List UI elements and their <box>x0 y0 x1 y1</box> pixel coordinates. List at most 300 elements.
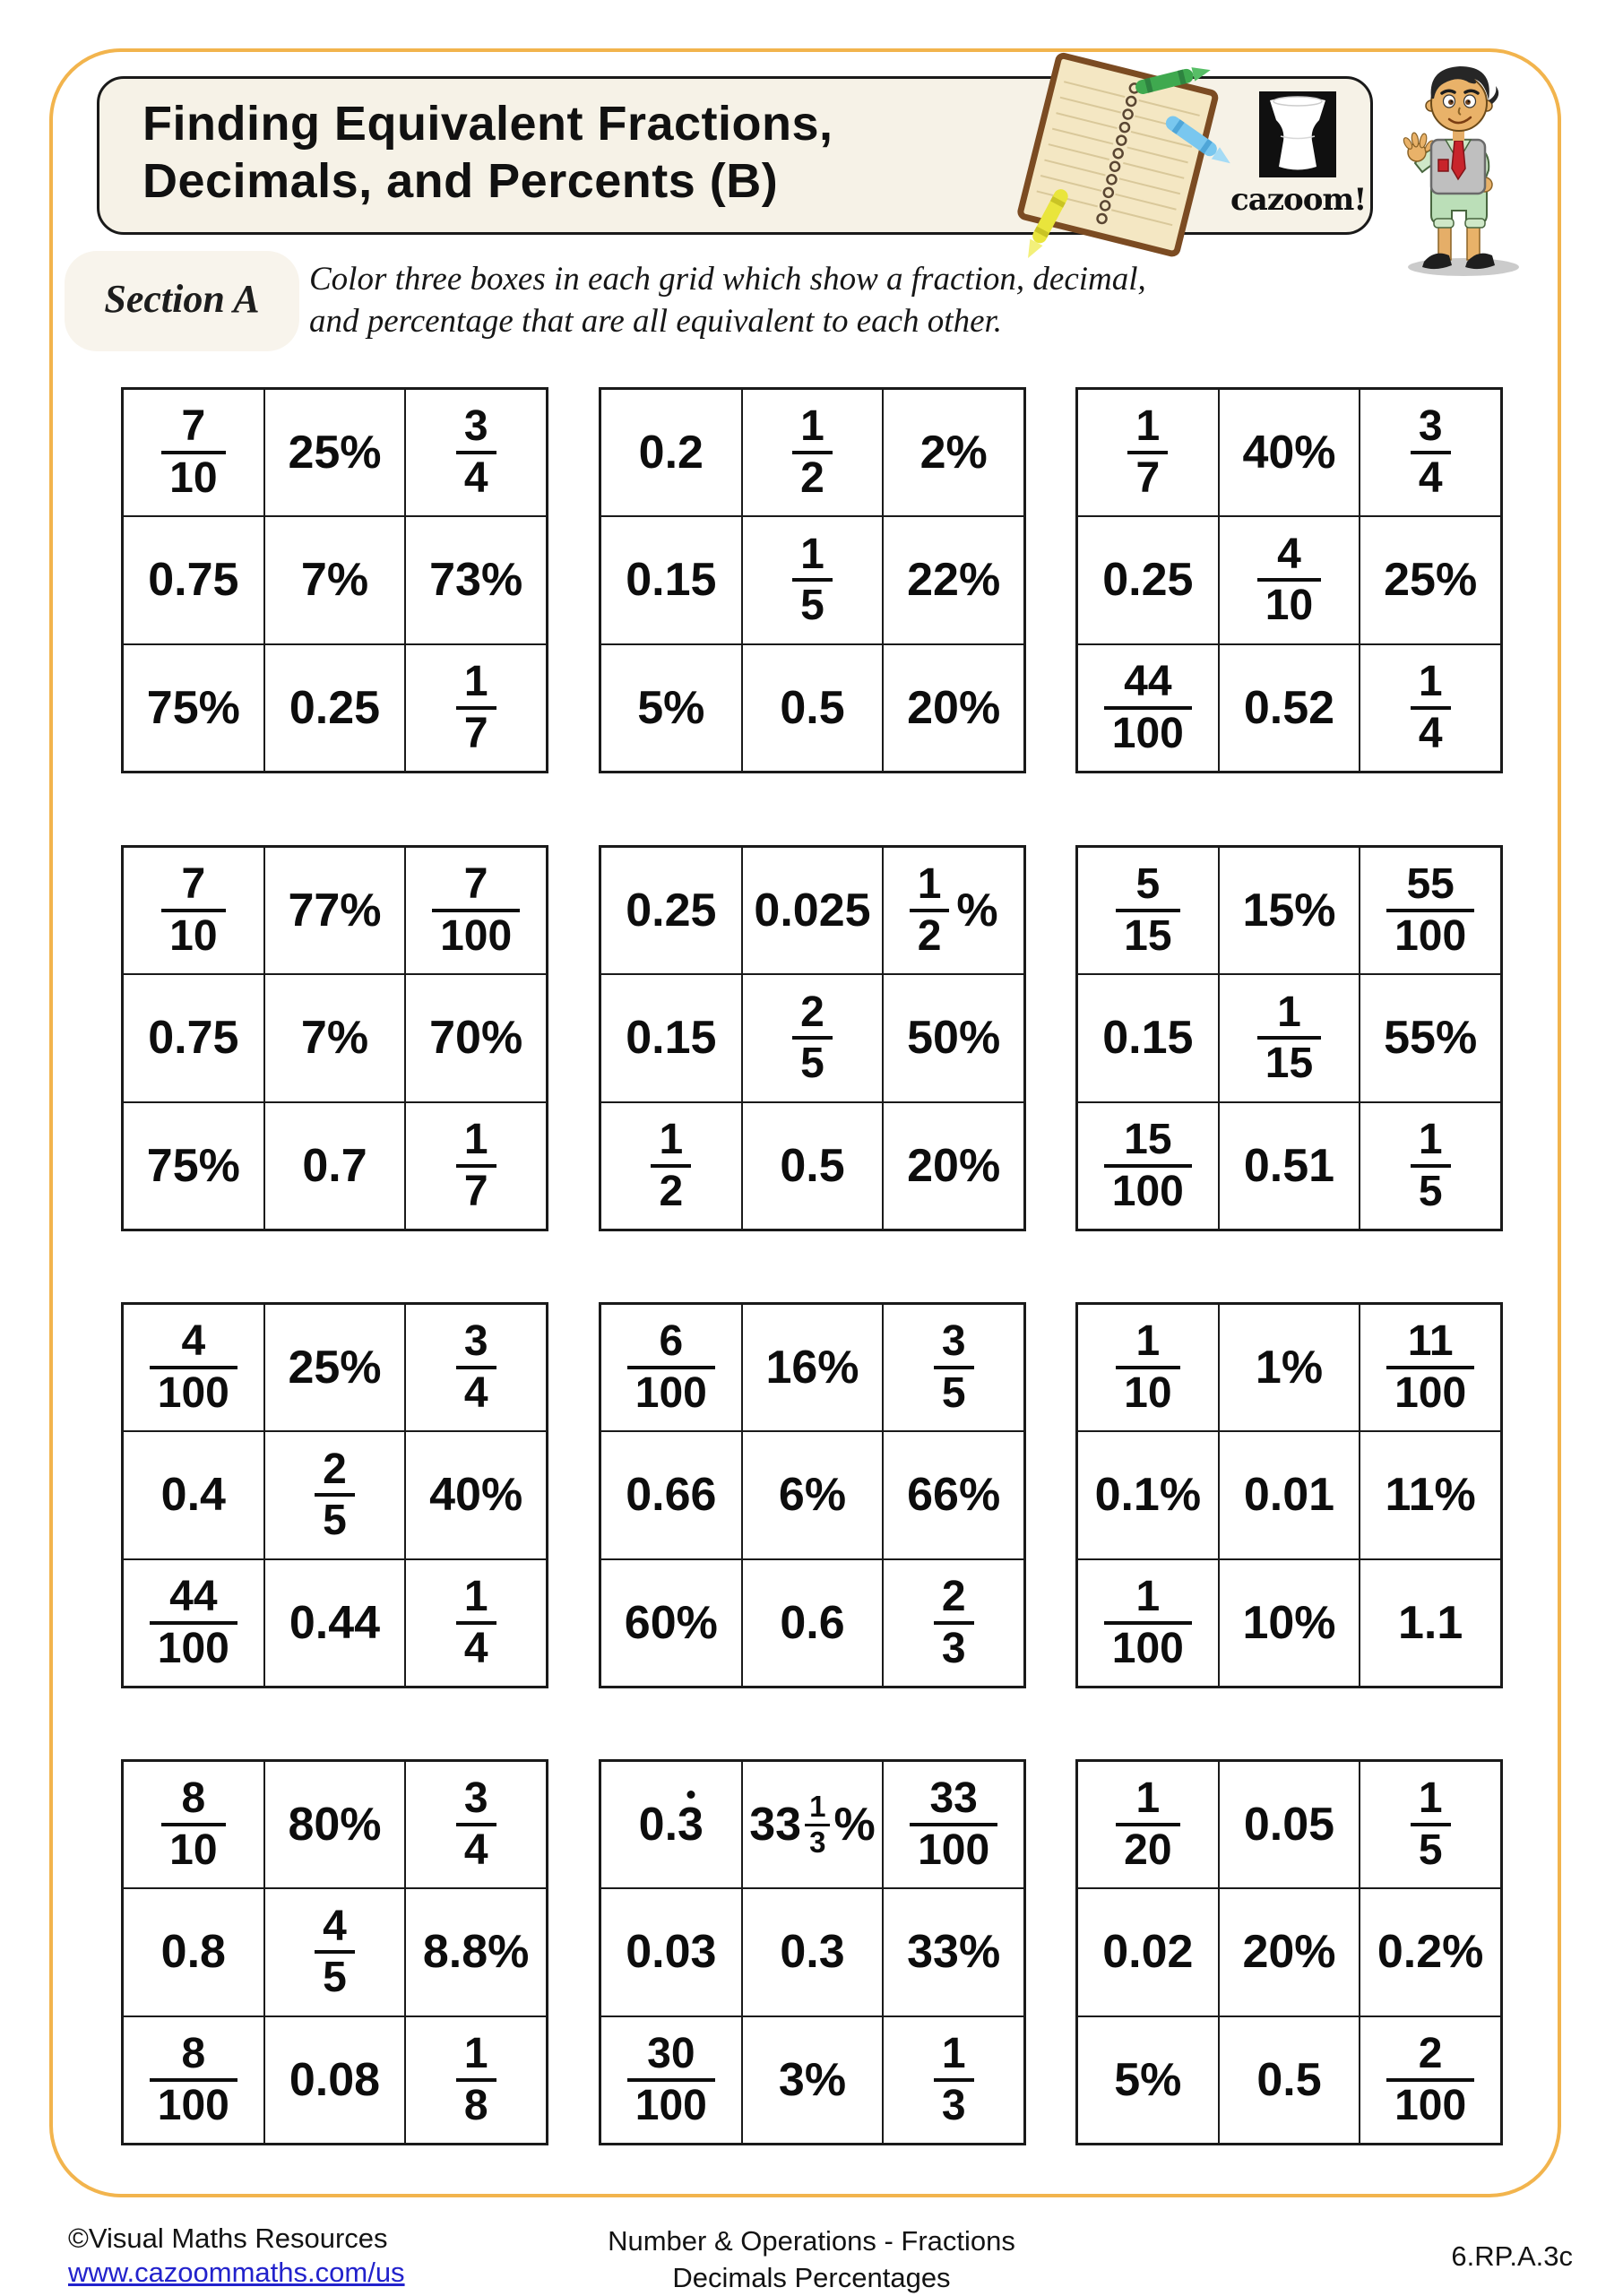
fraction <box>1104 658 1192 758</box>
cell-value: 40% <box>1242 427 1336 479</box>
cazoom-drum-icon <box>1259 91 1336 177</box>
cell-value: 0.025 <box>754 885 871 937</box>
fraction <box>1257 988 1321 1089</box>
fraction-denominator: 5 <box>315 1950 355 2002</box>
cell-value: 0.4 <box>160 1469 226 1522</box>
grid-cell[interactable] <box>742 644 884 772</box>
fraction <box>910 1774 997 1875</box>
cell-value: 0.75 <box>148 1012 239 1065</box>
fraction-numerator: 15 <box>1124 1116 1172 1164</box>
fraction-denominator: 4 <box>456 1366 496 1418</box>
fraction-denominator: 4 <box>456 1823 496 1875</box>
fraction-denominator: 5 <box>792 1036 833 1088</box>
grid-cell[interactable] <box>600 1761 742 1888</box>
fraction <box>1104 1116 1192 1216</box>
cell-value: 66% <box>907 1469 1001 1522</box>
fraction-numerator: 1 <box>1135 1774 1161 1823</box>
fraction <box>1116 1317 1179 1418</box>
cell-value: 20% <box>907 1139 1001 1192</box>
equivalence-grid-4 <box>121 845 548 1231</box>
grid-cell[interactable] <box>600 516 742 643</box>
grid-cell[interactable] <box>123 847 264 974</box>
worksheet-title-line2: Decimals, and Percents (B) <box>142 154 779 208</box>
fraction-numerator: 2 <box>800 988 824 1036</box>
cell-value: 0.8 <box>160 1926 226 1979</box>
fraction <box>456 1573 496 1673</box>
grid-cell[interactable] <box>123 1304 264 1431</box>
fraction-denominator: 5 <box>792 578 833 630</box>
fraction-numerator: 1 <box>1418 658 1443 706</box>
grid-cell[interactable] <box>1077 644 1219 772</box>
fraction-numerator: 1 <box>463 2030 488 2078</box>
fraction-denominator: 10 <box>161 451 225 503</box>
fraction-numerator: 3 <box>463 1774 488 1823</box>
fraction-denominator: 100 <box>432 909 520 961</box>
fraction <box>805 1791 830 1859</box>
fraction <box>456 658 496 758</box>
grid-cell[interactable] <box>1077 974 1219 1101</box>
fraction <box>150 2030 237 2130</box>
fraction-numerator: 1 <box>1418 1116 1443 1164</box>
fraction <box>456 1116 496 1216</box>
fraction-numerator: 1 <box>941 2030 966 2078</box>
grid-cell[interactable] <box>600 1888 742 2015</box>
equivalence-grid-7 <box>121 1302 548 1688</box>
fraction-denominator: 100 <box>1386 909 1474 961</box>
grid-cell[interactable] <box>264 1431 406 1558</box>
cell-value: 77% <box>288 885 382 937</box>
recurring-digit: 3 <box>678 1799 704 1851</box>
cell-value: 0.05 <box>1243 1799 1335 1851</box>
cell-value: 0.25 <box>289 681 381 734</box>
grid-cell[interactable] <box>742 1102 884 1230</box>
grid-cell[interactable] <box>405 1304 547 1431</box>
instruction-line1: Color three boxes in each grid which show a fraction, decimal, <box>309 261 1146 298</box>
fraction-denominator: 100 <box>150 2078 237 2130</box>
cell-value: 50% <box>907 1012 1001 1065</box>
grid-cell[interactable] <box>405 1559 547 1687</box>
fraction-denominator: 8 <box>456 2078 496 2130</box>
fraction-denominator: 15 <box>1257 1036 1321 1088</box>
cell-value: 20% <box>1242 1926 1336 1979</box>
grid-cell[interactable] <box>883 1559 1024 1687</box>
cell-value: 0.2 <box>638 427 704 479</box>
fraction-denominator: 10 <box>1257 578 1321 630</box>
cell-value: 25% <box>288 427 382 479</box>
fraction <box>627 2030 715 2130</box>
cell-value: 75% <box>146 1139 240 1192</box>
grid-cell[interactable] <box>264 974 406 1101</box>
grid-cell[interactable] <box>1077 1431 1219 1558</box>
cazoom-logo-text: cazoom! <box>1230 182 1367 218</box>
grid-cell[interactable] <box>1077 1102 1219 1230</box>
grid-cell[interactable] <box>883 1102 1024 1230</box>
grid-cell[interactable] <box>1219 974 1360 1101</box>
fraction-numerator: 1 <box>1135 1317 1161 1366</box>
boy-mascot-illustration <box>1385 54 1532 282</box>
cell-value: 0.25 <box>1102 554 1194 607</box>
grid-cell[interactable] <box>1077 1304 1219 1431</box>
grid-cell[interactable] <box>1360 516 1501 643</box>
cell-value: 0.25 <box>626 885 717 937</box>
fraction-denominator: 100 <box>1386 1366 1474 1418</box>
grid-cell[interactable] <box>883 389 1024 516</box>
fraction <box>456 402 496 503</box>
grid-cell[interactable] <box>1219 644 1360 772</box>
fraction-denominator: 100 <box>910 1823 997 1875</box>
grid-cell[interactable] <box>1077 1888 1219 2015</box>
fraction <box>1116 1774 1179 1875</box>
grid-cell[interactable] <box>742 1431 884 1558</box>
cell-value: 33% <box>907 1926 1001 1979</box>
grid-cell[interactable] <box>1077 1761 1219 1888</box>
grid-cell[interactable] <box>405 644 547 772</box>
fraction <box>1104 1573 1192 1673</box>
fraction <box>315 1446 355 1546</box>
equivalence-grid-2 <box>599 387 1026 773</box>
grid-cell[interactable] <box>1077 847 1219 974</box>
fraction-numerator: 11 <box>1407 1317 1454 1366</box>
cell-value: 11% <box>1385 1469 1476 1522</box>
grid-cell[interactable] <box>600 1102 742 1230</box>
fraction-numerator: 4 <box>323 1902 347 1950</box>
fraction <box>456 1774 496 1875</box>
copyright-text: ©Visual Maths Resources <box>68 2223 388 2254</box>
grid-cell[interactable] <box>123 1761 264 1888</box>
grid-cell[interactable] <box>264 1102 406 1230</box>
grid-cell[interactable] <box>1219 516 1360 643</box>
footer-topic-line1: Number & Operations - Fractions <box>608 2225 1015 2257</box>
fraction-denominator: 4 <box>1411 706 1451 758</box>
cell-value: 0.02 <box>1102 1926 1194 1979</box>
grid-cell[interactable] <box>264 1304 406 1431</box>
cell-value: 0.3 <box>780 1926 845 1979</box>
grid-cell[interactable] <box>883 516 1024 643</box>
fraction <box>150 1317 237 1418</box>
cell-value: 80% <box>288 1799 382 1851</box>
fraction-denominator: 5 <box>1411 1164 1451 1216</box>
grid-cell[interactable] <box>742 1304 884 1431</box>
instruction-line2: and percentage that are all equivalent to each other. <box>309 303 1003 340</box>
fraction <box>1257 531 1321 631</box>
grid-cell[interactable] <box>1360 847 1501 974</box>
cell-value: 60% <box>624 1596 718 1649</box>
grid-cell[interactable] <box>1360 1761 1501 1888</box>
cell-value: 6% <box>778 1469 847 1522</box>
fraction-denominator: 7 <box>456 1164 496 1216</box>
fraction <box>432 860 520 961</box>
grid-cell[interactable] <box>123 389 264 516</box>
grid-cell[interactable] <box>1077 516 1219 643</box>
grid-cell[interactable] <box>1219 1888 1360 2015</box>
grid-cell[interactable] <box>1219 1431 1360 1558</box>
grid-cell[interactable] <box>1360 1431 1501 1558</box>
fraction-denominator: 10 <box>1116 1366 1179 1418</box>
grid-cell[interactable] <box>1360 389 1501 516</box>
fraction-numerator: 8 <box>181 1774 206 1823</box>
grid-cell[interactable] <box>123 1431 264 1558</box>
fraction <box>1386 2030 1474 2130</box>
fraction <box>456 2030 496 2130</box>
grid-cell[interactable] <box>1077 2016 1219 2144</box>
grid-cell[interactable] <box>1360 1304 1501 1431</box>
grid-cell[interactable] <box>742 516 884 643</box>
recurring-decimal: 0.3 <box>638 1799 704 1851</box>
fraction-denominator: 7 <box>1127 451 1168 503</box>
fraction <box>315 1903 355 2003</box>
grid-cell[interactable] <box>264 1761 406 1888</box>
fraction-numerator: 1 <box>1135 1573 1161 1621</box>
grid-cell[interactable] <box>1219 1102 1360 1230</box>
fraction <box>1411 1116 1451 1216</box>
cell-value: 0.75 <box>148 554 239 607</box>
fraction <box>1386 860 1474 961</box>
grid-cell[interactable] <box>883 2016 1024 2144</box>
fraction-numerator: 1 <box>800 530 824 578</box>
grid-cell[interactable] <box>123 974 264 1101</box>
fraction <box>792 988 833 1089</box>
fraction <box>934 2030 974 2130</box>
grid-cell[interactable] <box>883 1761 1024 1888</box>
fraction-denominator: 10 <box>161 909 225 961</box>
grid-cell[interactable] <box>1219 1559 1360 1687</box>
grid-cell[interactable] <box>123 1102 264 1230</box>
grid-cell[interactable] <box>883 974 1024 1101</box>
fraction-denominator: 100 <box>627 2078 715 2130</box>
fraction-denominator: 100 <box>1104 706 1192 758</box>
grid-cell[interactable] <box>405 1761 547 1888</box>
equivalence-grid-8 <box>599 1302 1026 1688</box>
fraction-denominator: 10 <box>161 1823 225 1875</box>
fraction-denominator: 20 <box>1116 1823 1179 1875</box>
cell-value: 0.44 <box>289 1596 381 1649</box>
equivalence-grid-1 <box>121 387 548 773</box>
fraction <box>1127 402 1168 503</box>
equivalence-grid-12 <box>1075 1759 1503 2145</box>
grid-cell[interactable] <box>405 1431 547 1558</box>
fraction-denominator: 4 <box>1411 451 1451 503</box>
fraction <box>161 860 225 961</box>
worksheet-title-line1: Finding Equivalent Fractions, <box>142 97 833 151</box>
grid-cell[interactable] <box>600 847 742 974</box>
cell-value: 25% <box>288 1342 382 1394</box>
fraction-denominator: 3 <box>805 1824 830 1859</box>
cell-value: 0.15 <box>626 1012 717 1065</box>
grid-cell[interactable] <box>600 1431 742 1558</box>
cell-value: 73% <box>429 554 523 607</box>
equivalence-grid-5 <box>599 845 1026 1231</box>
fraction-numerator: 2 <box>323 1445 347 1493</box>
grid-cell[interactable] <box>264 1888 406 2015</box>
grid-cell[interactable] <box>264 644 406 772</box>
grid-cell[interactable] <box>600 389 742 516</box>
fraction-numerator: 8 <box>181 2030 206 2078</box>
fraction <box>792 402 833 503</box>
grid-cell[interactable] <box>1219 1304 1360 1431</box>
section-a-pill <box>65 251 299 351</box>
cell-value: 0.51 <box>1243 1139 1335 1192</box>
fraction-denominator: 7 <box>456 706 496 758</box>
cell-value: 0.5 <box>1256 2053 1322 2106</box>
percent-sign: % <box>956 885 998 937</box>
grid-cell[interactable] <box>405 847 547 974</box>
cell-value: 70% <box>429 1012 523 1065</box>
equivalence-grid-3 <box>1075 387 1503 773</box>
grid-cell[interactable] <box>883 644 1024 772</box>
grid-cell[interactable] <box>264 516 406 643</box>
fraction-denominator: 100 <box>627 1366 715 1418</box>
grid-cell[interactable] <box>1360 1559 1501 1687</box>
fraction-numerator: 6 <box>659 1317 684 1366</box>
cell-value: 8.8% <box>422 1926 530 1979</box>
title-box <box>97 76 1373 235</box>
fraction-numerator: 1 <box>800 402 824 451</box>
grid-cell[interactable] <box>1077 1559 1219 1687</box>
fraction-numerator: 1 <box>463 1116 488 1164</box>
grid-cell[interactable] <box>264 847 406 974</box>
grid-cell[interactable] <box>1360 2016 1501 2144</box>
fraction <box>627 1317 715 1418</box>
cell-value: 0.6 <box>780 1596 845 1649</box>
grid-cell[interactable] <box>123 644 264 772</box>
footer-topic <box>0 2223 1623 2296</box>
fraction <box>1411 658 1451 758</box>
grid-cell[interactable] <box>1219 389 1360 516</box>
grid-cell[interactable] <box>600 1559 742 1687</box>
fraction <box>150 1573 237 1673</box>
grid-cell[interactable] <box>600 2016 742 2144</box>
cell-value: 0.01 <box>1243 1469 1335 1522</box>
grid-cell[interactable] <box>1360 644 1501 772</box>
standard-code: 6.RP.A.3c <box>1451 2240 1573 2272</box>
cell-value: 3% <box>778 2053 847 2106</box>
grid-cell[interactable] <box>405 389 547 516</box>
equivalence-grid-6 <box>1075 845 1503 1231</box>
grid-cell[interactable] <box>883 1888 1024 2015</box>
grid-cell[interactable] <box>1219 2016 1360 2144</box>
notebook-crayons-icon <box>1000 52 1233 267</box>
fraction-numerator: 3 <box>941 1317 966 1366</box>
fraction <box>934 1573 974 1673</box>
cell-value: 0.66 <box>626 1469 717 1522</box>
fraction-numerator: 1 <box>659 1116 684 1164</box>
grid-cell[interactable] <box>1219 1761 1360 1888</box>
fraction-denominator: 3 <box>934 1621 974 1673</box>
cell-value: 0.08 <box>289 2053 381 2106</box>
grid-cell[interactable] <box>405 974 547 1101</box>
grid-cell[interactable] <box>405 1888 547 2015</box>
grid-cell[interactable] <box>742 1888 884 2015</box>
cell-value: 1.1 <box>1398 1596 1463 1649</box>
fraction-numerator: 30 <box>647 2030 695 2078</box>
equivalence-grid-9 <box>1075 1302 1503 1688</box>
fraction-denominator: 15 <box>1116 909 1179 961</box>
cell-value: 0.15 <box>1102 1012 1194 1065</box>
cell-value: 0.7 <box>302 1139 367 1192</box>
fraction-denominator: 4 <box>456 1621 496 1673</box>
fraction-denominator: 100 <box>1386 2078 1474 2130</box>
grid-cell[interactable] <box>883 1431 1024 1558</box>
fraction-numerator: 2 <box>1418 2030 1443 2078</box>
fraction-numerator: 5 <box>1135 860 1161 909</box>
fraction-denominator: 2 <box>651 1164 691 1216</box>
fraction-numerator: 1 <box>1277 988 1301 1036</box>
grid-cell[interactable] <box>742 389 884 516</box>
cazoom-logo <box>1230 91 1365 222</box>
grid-cell[interactable] <box>123 1559 264 1687</box>
grid-cell[interactable] <box>264 1559 406 1687</box>
fraction <box>456 1317 496 1418</box>
grid-cell[interactable] <box>742 2016 884 2144</box>
cell-value: 75% <box>146 681 240 734</box>
fraction-numerator: 4 <box>181 1317 206 1366</box>
grid-cell[interactable] <box>600 974 742 1101</box>
fraction-numerator: 3 <box>463 402 488 451</box>
grid-cell[interactable] <box>1360 1102 1501 1230</box>
fraction-numerator: 1 <box>1418 1774 1443 1823</box>
cell-value: 7% <box>300 1012 369 1065</box>
fraction <box>1411 1774 1451 1875</box>
fraction-numerator: 55 <box>1406 860 1455 909</box>
grid-cell[interactable] <box>405 1102 547 1230</box>
fraction-numerator: 1 <box>463 1573 488 1621</box>
cell-value: 22% <box>907 554 1001 607</box>
grid-cell[interactable] <box>600 1304 742 1431</box>
fraction <box>161 402 225 503</box>
grid-cell[interactable] <box>264 2016 406 2144</box>
fraction-denominator: 5 <box>315 1493 355 1545</box>
fraction-numerator: 1 <box>1135 402 1161 451</box>
fraction-numerator: 1 <box>463 658 488 706</box>
fraction-numerator: 4 <box>1277 530 1301 578</box>
fraction-denominator: 4 <box>456 451 496 503</box>
cell-value: 10% <box>1242 1596 1336 1649</box>
grid-cell[interactable] <box>123 516 264 643</box>
fraction-numerator: 7 <box>463 860 488 909</box>
mixed-number-percent <box>749 1791 875 1859</box>
grid-cell[interactable] <box>742 847 884 974</box>
grid-cell[interactable] <box>405 2016 547 2144</box>
cazoommaths-link[interactable]: www.cazoommaths.com/us <box>68 2257 405 2288</box>
grid-cell[interactable] <box>405 516 547 643</box>
fraction-denominator: 2 <box>910 909 950 961</box>
cell-value: 15% <box>1242 885 1336 937</box>
grid-cell[interactable] <box>123 2016 264 2144</box>
grid-cell[interactable] <box>264 389 406 516</box>
grid-cell[interactable] <box>742 974 884 1101</box>
grid-cell[interactable] <box>1360 1888 1501 2015</box>
fraction-numerator: 2 <box>941 1573 966 1621</box>
grid-cell[interactable] <box>1360 974 1501 1101</box>
cell-value: 0.5 <box>780 1139 845 1192</box>
grid-cell[interactable] <box>883 847 1024 974</box>
grid-cell[interactable] <box>883 1304 1024 1431</box>
grid-cell[interactable] <box>1219 847 1360 974</box>
grid-cell[interactable] <box>123 1888 264 2015</box>
grid-cell[interactable] <box>600 644 742 772</box>
fraction <box>1116 860 1179 961</box>
cell-value: 2% <box>919 427 988 479</box>
cell-value: 40% <box>429 1469 523 1522</box>
cell-value: 16% <box>765 1342 859 1394</box>
grid-cell[interactable] <box>742 1559 884 1687</box>
cell-value: 20% <box>907 681 1001 734</box>
cell-value: 0.15 <box>626 554 717 607</box>
cell-value: 0.5 <box>780 681 845 734</box>
grid-cell[interactable] <box>1077 389 1219 516</box>
fraction-denominator: 5 <box>1411 1823 1451 1875</box>
grid-cell[interactable] <box>742 1761 884 1888</box>
